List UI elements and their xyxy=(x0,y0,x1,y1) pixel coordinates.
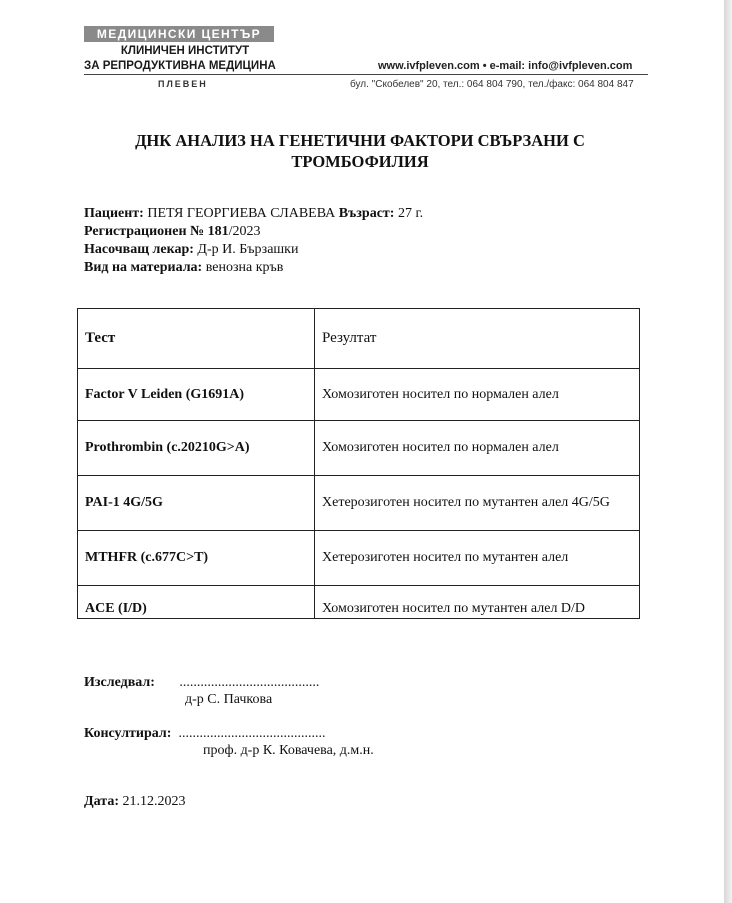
test-name: Factor V Leiden (G1691A) xyxy=(78,369,315,421)
table-row xyxy=(78,476,640,531)
doctor-line xyxy=(84,241,298,258)
letterhead-subtitle: ЗА РЕПРОДУКТИВНА МЕДИЦИНА xyxy=(84,60,276,72)
letterhead-band: МЕДИЦИНСКИ ЦЕНТЪР xyxy=(84,26,274,42)
test-result: Хетерозиготен носител по мутантен алел 4G/5G xyxy=(315,476,640,531)
title-line-2: ТРОМБОФИЛИЯ xyxy=(291,152,429,171)
material-value: венозна кръв xyxy=(205,260,284,275)
date-label: Дата: xyxy=(84,794,119,809)
title-line-1: ДНК АНАЛИЗ НА ГЕНЕТИЧНИ ФАКТОРИ СВЪРЗАНИ С xyxy=(135,131,585,150)
examined-label: Изследвал: xyxy=(84,675,155,690)
consulted-name: проф. д-р К. Ковачева, д.м.н. xyxy=(203,743,374,758)
table-row xyxy=(78,586,640,619)
patient-name: ПЕТЯ ГЕОРГИЕВА СЛАВЕВА xyxy=(147,206,336,221)
consulted-label: Консултирал: xyxy=(84,726,172,741)
test-result: Хетерозиготен носител по мутантен алел xyxy=(315,531,640,586)
letterhead-divider xyxy=(84,74,648,75)
age-label: Възраст: xyxy=(338,206,395,221)
consulted-signature-dots: .......................................... xyxy=(178,726,326,741)
registration-line xyxy=(84,223,261,240)
patient-label: Пациент: xyxy=(84,206,144,221)
page-edge-shadow xyxy=(724,0,732,903)
doctor-value: Д-р И. Бързашки xyxy=(197,242,299,257)
consulted-by-line xyxy=(84,726,325,742)
date-value: 21.12.2023 xyxy=(122,794,186,809)
letterhead-institute: КЛИНИЧЕН ИНСТИТУТ xyxy=(120,45,250,57)
test-name: PAI-1 4G/5G xyxy=(78,476,315,531)
patient-line xyxy=(84,205,423,222)
date-line xyxy=(84,794,185,810)
test-result: Хомозиготен носител по мутантен алел D/D xyxy=(315,586,640,619)
test-name: MTHFR (c.677C>T) xyxy=(78,531,315,586)
examined-by-line xyxy=(84,675,319,691)
table-row xyxy=(78,369,640,421)
results-table xyxy=(77,308,640,619)
table-row xyxy=(78,421,640,476)
test-result: Хомозиготен носител по нормален алел xyxy=(315,421,640,476)
examined-signature-dots: ........................................ xyxy=(179,675,320,690)
material-line xyxy=(84,259,283,276)
doctor-label: Насочващ лекар: xyxy=(84,242,194,257)
header-result: Резултат xyxy=(315,309,640,369)
letterhead-contacts: www.ivfpleven.com • e-mail: info@ivfpleven.com xyxy=(378,60,633,72)
table-row xyxy=(78,531,640,586)
letterhead-city: ПЛЕВЕН xyxy=(158,79,208,89)
test-name: Prothrombin (c.20210G>A) xyxy=(78,421,315,476)
material-label: Вид на материала: xyxy=(84,260,203,275)
examined-name: д-р С. Пачкова xyxy=(185,692,273,707)
registration-label: Регистрационен № xyxy=(84,224,205,239)
test-name: ACE (I/D) xyxy=(78,586,315,619)
registration-number: 181 xyxy=(207,224,229,239)
letterhead-address: бул. "Скобелев" 20, тел.: 064 804 790, тел./факс: 064 804 847 xyxy=(350,79,634,90)
registration-year: /2023 xyxy=(228,224,261,239)
test-result: Хомозиготен носител по нормален алел xyxy=(315,369,640,421)
header-test: Тест xyxy=(78,309,315,369)
age-value: 27 г. xyxy=(397,206,424,221)
document-title xyxy=(100,130,620,172)
table-header-row xyxy=(78,309,640,369)
